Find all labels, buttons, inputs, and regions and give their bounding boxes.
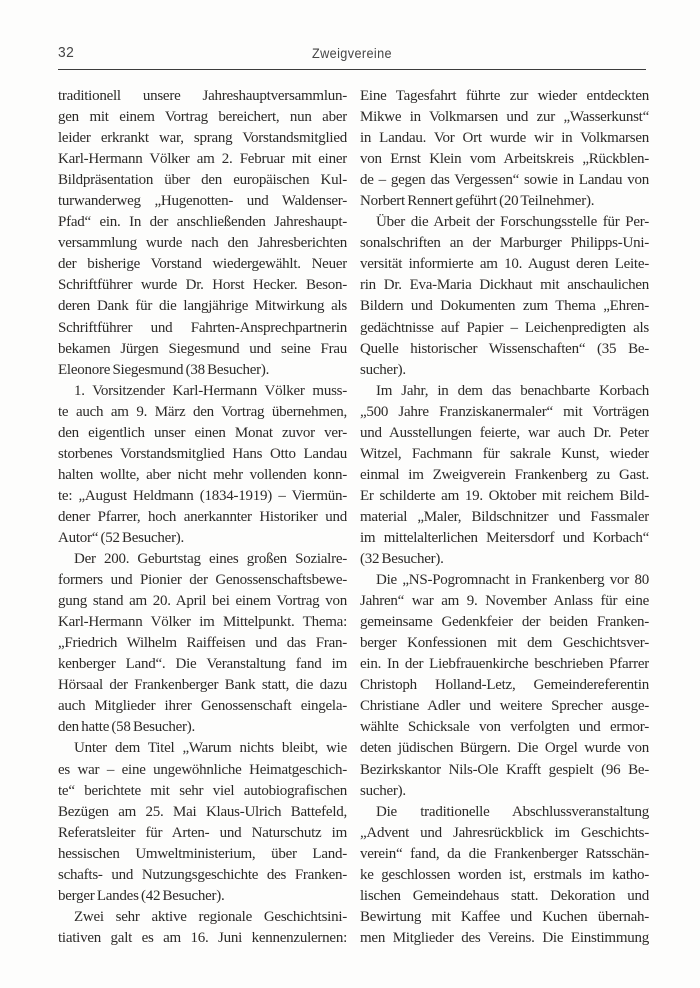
text-line: Referatsleiter für Arten- und Naturschutz im bbox=[58, 824, 347, 841]
text-line: verein“ fand, da die Frankenberger Ratsschän- bbox=[360, 845, 649, 862]
text-line: halten wollte, aber nicht mehr vollenden konn- bbox=[58, 466, 347, 483]
text-line: tiativen galt es am 16. Juni kennenzulernen: bbox=[58, 929, 347, 946]
text-line: deten jüdischen Bürgern. Die Orgel wurde von bbox=[360, 740, 649, 757]
text-line: lischen Gemeindehaus statt. Dekoration und bbox=[360, 887, 649, 904]
text-line: Pfad“ ein. In der anschließenden Jahreshaupt- bbox=[58, 214, 347, 231]
text-line: Hörsaal der Frankenberger Bank statt, die dazu bbox=[58, 677, 347, 694]
text-line: ein. In der Liebfrauenkirche beschrieben Pfarrer bbox=[360, 656, 649, 673]
text-line: schafts- und Nutzungsgeschichte des Franken- bbox=[58, 866, 347, 883]
text-line: einmal im Zweigverein Frankenberg zu Gast. bbox=[360, 466, 649, 483]
text-line: im mittelalterlichen Meitersdorf und Korbach“ bbox=[360, 529, 649, 546]
text-line: te auch am 9. März den Vortrag übernehmen, bbox=[58, 403, 347, 420]
text-line: Über die Arbeit der Forschungsstelle für Per- bbox=[376, 214, 649, 231]
text-line: 1. Vorsitzender Karl-Hermann Völker muss- bbox=[74, 382, 347, 399]
paragraph bbox=[58, 549, 347, 738]
text-line: Norbert Rennert geführt (20 Teilnehmer). bbox=[360, 193, 595, 210]
text-line: sonalschriften an der Marburger Philipps-Uni- bbox=[360, 235, 649, 252]
text-line: storbenes Vorstandsmitglied Hans Otto Landau bbox=[58, 445, 347, 462]
text-line: te: „August Heldmann (1834-1919) – Viermün- bbox=[58, 487, 347, 504]
text-line: Bildpräsentation über den europäischen Kul- bbox=[58, 172, 347, 189]
text-line: der bisherige Vorstand wiedergewählt. Neuer bbox=[58, 256, 347, 273]
text-line: (32 Besucher). bbox=[360, 551, 444, 568]
text-line: turwanderweg „Hugenotten- und Waldenser- bbox=[58, 193, 347, 210]
page-header bbox=[58, 42, 646, 70]
text-line: bekamen Jürgen Siegesmund und seine Frau bbox=[58, 340, 347, 357]
text-line: gung stand am 20. April bei einem Vortrag von bbox=[58, 593, 347, 610]
text-line: Karl-Hermann Völker im Mittelpunkt. Thema: bbox=[58, 614, 347, 631]
paragraph bbox=[360, 570, 649, 802]
text-line: den eigentlich unser einen Monat zuvor ver- bbox=[58, 424, 347, 441]
text-line: Christoph Holland-Letz, Gemeindereferentin bbox=[360, 677, 649, 694]
paragraph bbox=[360, 86, 649, 212]
text-line: Bildern und Dokumenten zum Thema „Ehren- bbox=[360, 298, 649, 315]
paragraph bbox=[360, 802, 649, 949]
text-line: ke geschlossen worden ist, erstmals im katho- bbox=[360, 866, 649, 883]
text-line: de – gegen das Vergessen“ sowie in Landau von bbox=[360, 172, 649, 189]
text-line: in Landau. Vor Ort wurde wir in Volkmarsen bbox=[360, 130, 649, 147]
text-line: von Ernst Klein vom Arbeitskreis „Rückblen- bbox=[360, 151, 649, 168]
text-line: Unter dem Titel „Warum nichts bleibt, wie bbox=[74, 740, 347, 757]
text-line: den hatte (58 Besucher). bbox=[58, 719, 196, 736]
text-line: versität informierte am 10. August deren Leite- bbox=[360, 256, 649, 273]
text-line: „Advent und Jahresrückblick im Geschichts- bbox=[360, 824, 649, 841]
text-line: „Friedrich Wilhelm Raiffeisen und das Fran- bbox=[58, 635, 347, 652]
text-line: und Ausstellungen feierte, war auch Dr. Peter bbox=[360, 424, 649, 441]
text-line: Die traditionelle Abschlussveranstaltung bbox=[376, 803, 649, 820]
text-line: gen mit einem Vortrag bereichert, nun aber bbox=[58, 109, 347, 126]
text-line: sucher). bbox=[360, 782, 406, 799]
page-number: 32 bbox=[58, 44, 75, 61]
text-line: Bewirtung mit Kaffee und Kuchen übernah- bbox=[360, 908, 649, 925]
text-line: auch Mitglieder ihrer Genossenschaft eingela- bbox=[58, 698, 347, 715]
column-right bbox=[360, 86, 649, 949]
text-line: hessischen Umweltministerium, über Land- bbox=[58, 845, 347, 862]
text-line: formers und Pionier der Genossenschaftsbewe- bbox=[58, 572, 347, 589]
text-line: Eleonore Siegesmund (38 Besucher). bbox=[58, 361, 270, 378]
paragraph bbox=[360, 381, 649, 570]
text-line: Die „NS-Pogromnacht in Frankenberg vor 80 bbox=[376, 572, 649, 589]
text-line: sucher). bbox=[360, 361, 406, 378]
text-line: leider erkrankt war, sprang Vorstandsmitglied bbox=[58, 130, 347, 147]
text-line: Bezirkskantor Nils-Ole Krafft gespielt (96 Be- bbox=[360, 761, 649, 778]
text-line: Autor“ (52 Besucher). bbox=[58, 529, 185, 546]
text-line: Mikwe in Volkmarsen und zur „Wasserkunst“ bbox=[360, 109, 649, 126]
text-line: traditionell unsere Jahreshauptversammlun- bbox=[58, 88, 347, 104]
section-title: Zweigvereine bbox=[312, 46, 392, 61]
text-line: berger Konfessionen mit dem Geschichtsver- bbox=[360, 635, 649, 652]
text-line: Christiane Adler und weitere Sprecher ausge- bbox=[360, 698, 649, 715]
paragraph bbox=[58, 907, 347, 949]
text-line: Witzel, Fachmann für sakrale Kunst, wieder bbox=[360, 445, 649, 462]
text-line: Quelle historischer Wissenschaften“ (35 Be- bbox=[360, 340, 649, 357]
text-line: wählte Schicksale von verfolgten und ermor- bbox=[360, 719, 649, 736]
text-line: dener Pfarrer, hoch anerkannter Historiker und bbox=[58, 508, 347, 525]
text-line: Schriftführer wurde Dr. Horst Hecker. Beson- bbox=[58, 277, 347, 294]
paragraph bbox=[360, 212, 649, 380]
text-line: Er schilderte am 19. Oktober mit reichem Bild- bbox=[360, 487, 649, 504]
paragraph bbox=[58, 86, 347, 381]
text-line: Zwei sehr aktive regionale Geschichtsini- bbox=[74, 908, 347, 925]
text-line: Jahren“ war am 9. November Anlass für eine bbox=[360, 593, 649, 610]
text-line: gemeinsame Gedenkfeier der beiden Franken- bbox=[360, 614, 649, 631]
column-left bbox=[58, 86, 347, 949]
paragraph bbox=[58, 738, 347, 906]
text-line: berger Landes (42 Besucher). bbox=[58, 887, 225, 904]
text-line: te“ berichtete mit sehr viel autobiografischen bbox=[58, 782, 347, 799]
text-line: Schriftführer und Fahrten-Ansprechpartnerin bbox=[58, 319, 347, 336]
text-line: Bezügen am 25. Mai Klaus-Ulrich Battefeld, bbox=[58, 803, 347, 820]
text-line: gedächtnisse auf Papier – Leichenpredigten als bbox=[360, 319, 649, 336]
text-line: es war – eine ungewöhnliche Heimatgeschich- bbox=[58, 761, 347, 778]
text-line: kenberger Land“. Die Veranstaltung fand im bbox=[58, 656, 347, 673]
text-line: „500 Jahre Franziskanermaler“ mit Vorträgen bbox=[360, 403, 649, 420]
text-line: versammlung wurde nach den Jahresberichten bbox=[58, 235, 347, 252]
text-line: Im Jahr, in dem das benachbarte Korbach bbox=[376, 382, 649, 399]
text-line: Karl-Hermann Völker am 2. Februar mit einer bbox=[58, 151, 347, 168]
text-line: Eine Tagesfahrt führte zur wieder entdeckten bbox=[360, 88, 649, 104]
text-line: material „Maler, Bildschnitzer und Fassmaler bbox=[360, 508, 649, 525]
text-line: Der 200. Geburtstag eines großen Sozialre- bbox=[74, 551, 347, 568]
text-line: rin Dr. Eva-Maria Dickhaut mit anschaulichen bbox=[360, 277, 649, 294]
text-line: deren Dank für die langjährige Mitwirkung als bbox=[58, 298, 347, 315]
paragraph bbox=[58, 381, 347, 549]
text-line: men Mitglieder des Vereins. Die Einstimmung bbox=[360, 929, 649, 946]
text-columns bbox=[58, 86, 649, 949]
